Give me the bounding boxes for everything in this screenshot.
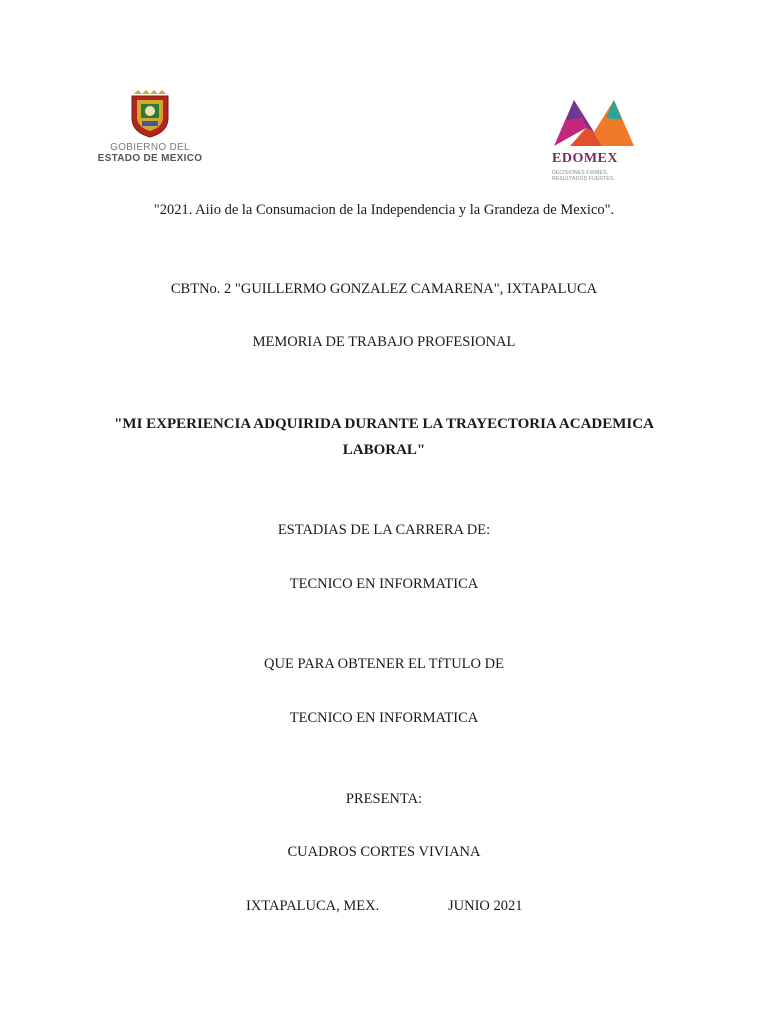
titulo-name: TECNICO EN INFORMATICA: [289, 710, 479, 726]
carrera-name: TECNICO EN INFORMATICA: [289, 576, 479, 592]
place: IXTAPALUCA, MEX.: [246, 898, 380, 914]
edomex-m-icon: [552, 98, 636, 148]
gobierno-line1: GOBIERNO DEL: [110, 142, 190, 153]
presenta-label: PRESENTA:: [345, 791, 423, 807]
date: JUNIO 2021: [448, 898, 523, 914]
author-name: CUADROS CORTES VIVIANA: [287, 844, 481, 860]
thesis-title-line2: LABORAL": [342, 442, 426, 458]
thesis-title-line1: "MI EXPERIENCIA ADQUIRIDA DURANTE LA TRAYECTORIA ACADEMICA: [114, 416, 654, 432]
edomex-tagline-2: RESULTADOS FUERTES.: [552, 176, 615, 182]
estadias-label: ESTADIAS DE LA CARRERA DE:: [277, 522, 491, 538]
edomex-tagline-1: DECISIONES FIRMES,: [552, 170, 609, 176]
motto: "2021. Aiio de la Consumacion de la Independencia y la Grandeza de Mexico".: [153, 202, 615, 218]
obtener-label: QUE PARA OBTENER EL TfTULO DE: [264, 656, 504, 672]
document-type: MEMORIA DE TRABAJO PROFESIONAL: [252, 334, 516, 350]
gobierno-line2-a: ESTADO DE: [97, 153, 158, 164]
edomex-logo: [552, 98, 642, 182]
gobierno-line2-b: MEXICO: [161, 153, 203, 164]
edomex-tagline: [552, 170, 642, 182]
gobierno-line2: [90, 153, 210, 164]
coat-of-arms-icon: [128, 90, 172, 138]
gobierno-logo: [90, 90, 210, 164]
edomex-wordmark: EDOMEX: [552, 151, 618, 166]
school-name: CBTNo. 2 "GUILLERMO GONZALEZ CAMARENA", IXTAPALUCA: [170, 281, 598, 297]
